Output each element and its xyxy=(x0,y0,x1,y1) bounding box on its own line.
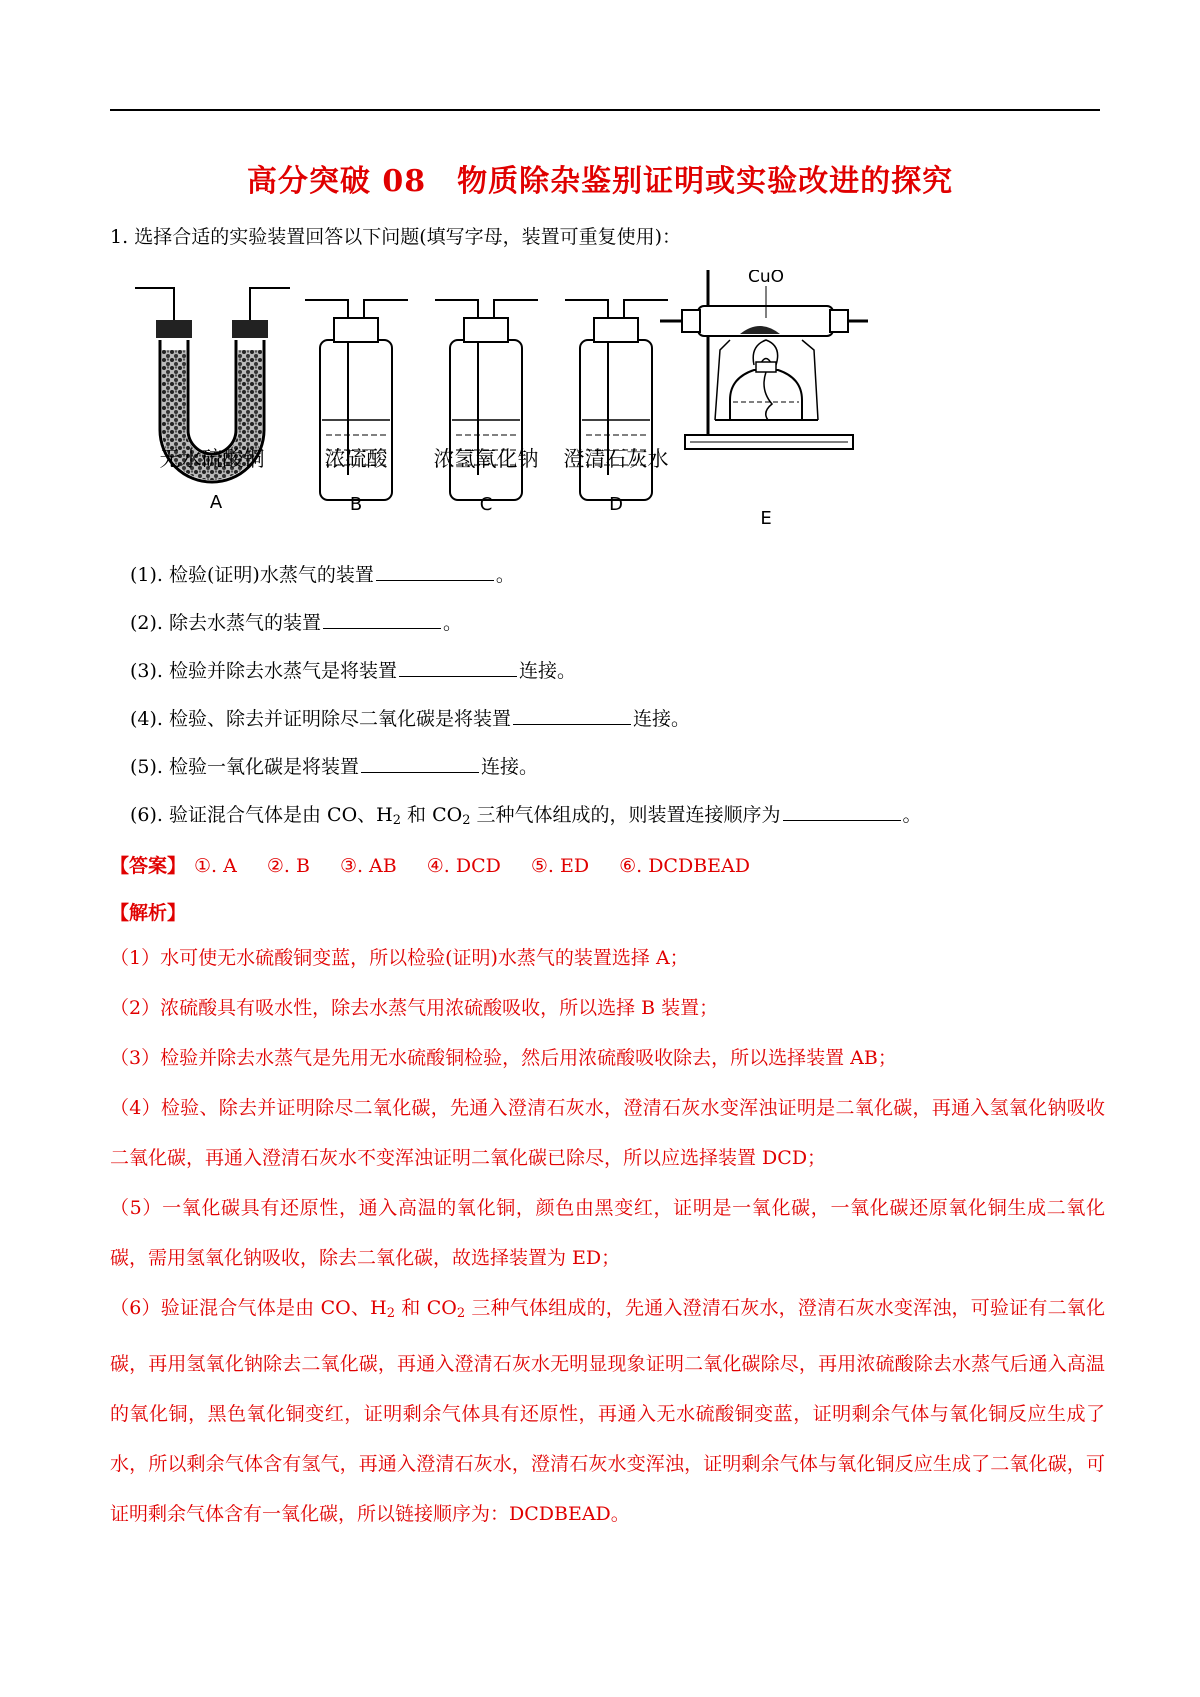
reagent-label-cuo: CuO xyxy=(747,270,785,287)
sub-question-4: (4). 检验、除去并证明除尽二氧化碳是将装置 连接。 xyxy=(130,704,690,731)
sub-question-6: (6). 验证混合气体是由 CO、$H_2$ 和 $CO_2$ 三种气体组成的，则装置连接顺序为 。 xyxy=(130,800,922,828)
answer-item: ④. DCD xyxy=(426,855,501,877)
answer-item: ⑥. DCDBEAD xyxy=(619,855,750,877)
answer-line xyxy=(110,851,750,878)
answer-blank-5[interactable] xyxy=(361,753,479,773)
analysis-para-6: （6）验证混合气体是由 CO、$H_2$ 和 $CO_2$ 三种气体组成的，先通入澄清石灰水，澄清石灰水变浑浊，可验证有二氧化碳，再用氢氧化钠除去二氧化碳，再通入澄清石灰水无明显现象证明二氧化碳除尽，再用浓硫酸除去水蒸气后通入高温的氧化铜，黑色氧化铜变红，证明剩余气体具有还原性，再通入无水硫酸铜变蓝，证明剩余气体与氧化铜反应生成了水，所以剩余气体含有氢气，再通入澄清石灰水，澄清石灰水变浑浊，证明剩余气体与氧化铜反应生成了二氧化碳，可证明剩余气体含有一氧化碳，所以链接顺序为：DCDBEAD。 xyxy=(110,1297,1105,1525)
analysis-para-4: （4）检验、除去并证明除尽二氧化碳，先通入澄清石灰水，澄清石灰水变浑浊证明是二氧化碳，再通入氢氧化钠吸收二氧化碳，再通入澄清石灰水不变浑浊证明二氧化碳已除尽，所以应选择装置 DCD； xyxy=(110,1097,1105,1169)
question-stem xyxy=(110,222,681,249)
apparatus-label-b: 浓硫酸 xyxy=(324,447,388,471)
apparatus-figure xyxy=(130,270,950,540)
answer-item: ①. A xyxy=(194,855,237,877)
answer-blank-2[interactable] xyxy=(323,609,441,629)
sub-question-1: (1). 检验(证明)水蒸气的装置 。 xyxy=(130,560,515,587)
apparatus-letter-d: D xyxy=(609,494,623,515)
analysis-heading: 【解析】 xyxy=(110,902,187,924)
analysis-para-2: （2）浓硫酸具有吸水性，除去水蒸气用浓硫酸吸收，所以选择 B 装置； xyxy=(110,997,719,1019)
answer-item: ⑤. ED xyxy=(530,855,590,877)
analysis-para-1: （1）水可使无水硫酸铜变蓝，所以检验(证明)水蒸气的装置选择 A； xyxy=(110,947,689,969)
answer-blank-4[interactable] xyxy=(513,705,631,725)
answer-blank-6[interactable] xyxy=(783,801,901,821)
answer-blank-3[interactable] xyxy=(399,657,517,677)
header-rule xyxy=(110,109,1100,111)
answer-blank-1[interactable] xyxy=(376,561,494,581)
analysis-para-3: （3）检验并除去水蒸气是先用无水硫酸铜检验，然后用浓硫酸吸收除去，所以选择装置 AB； xyxy=(110,1047,897,1069)
sub-question-5: (5). 检验一氧化碳是将装置 连接。 xyxy=(130,752,538,779)
analysis-para-5: （5）一氧化碳具有还原性，通入高温的氧化铜，颜色由黑变红，证明是一氧化碳，一氧化碳还原氧化铜生成二氧化碳，需用氢氧化钠吸收，除去二氧化碳，故选择装置为 ED； xyxy=(110,1197,1105,1269)
sub-question-2: (2). 除去水蒸气的装置 。 xyxy=(130,608,462,635)
combustion-apparatus xyxy=(660,270,868,449)
apparatus-label-a: 无水硫酸铜 xyxy=(159,447,265,471)
question-number: 1. xyxy=(110,226,129,248)
answer-item: ③. AB xyxy=(339,855,397,877)
apparatus-label-d: 澄清石灰水 xyxy=(563,447,669,471)
apparatus-letter-b: B xyxy=(349,494,363,515)
apparatus-label-c: 浓氢氧化钠 xyxy=(433,447,539,471)
page-title: 高分突破 08 物质除杂鉴别证明或实验改进的探究 xyxy=(246,164,954,199)
question-text: 选择合适的实验装置回答以下问题(填写字母，装置可重复使用)： xyxy=(134,226,682,248)
answer-label: 【答案】 xyxy=(110,855,187,877)
apparatus-letter-c: C xyxy=(479,494,493,515)
apparatus-letter-e: E xyxy=(760,508,772,529)
apparatus-letter-a: A xyxy=(209,492,223,513)
sub-question-3: (3). 检验并除去水蒸气是将装置 连接。 xyxy=(130,656,576,683)
answer-item: ②. B xyxy=(266,855,310,877)
